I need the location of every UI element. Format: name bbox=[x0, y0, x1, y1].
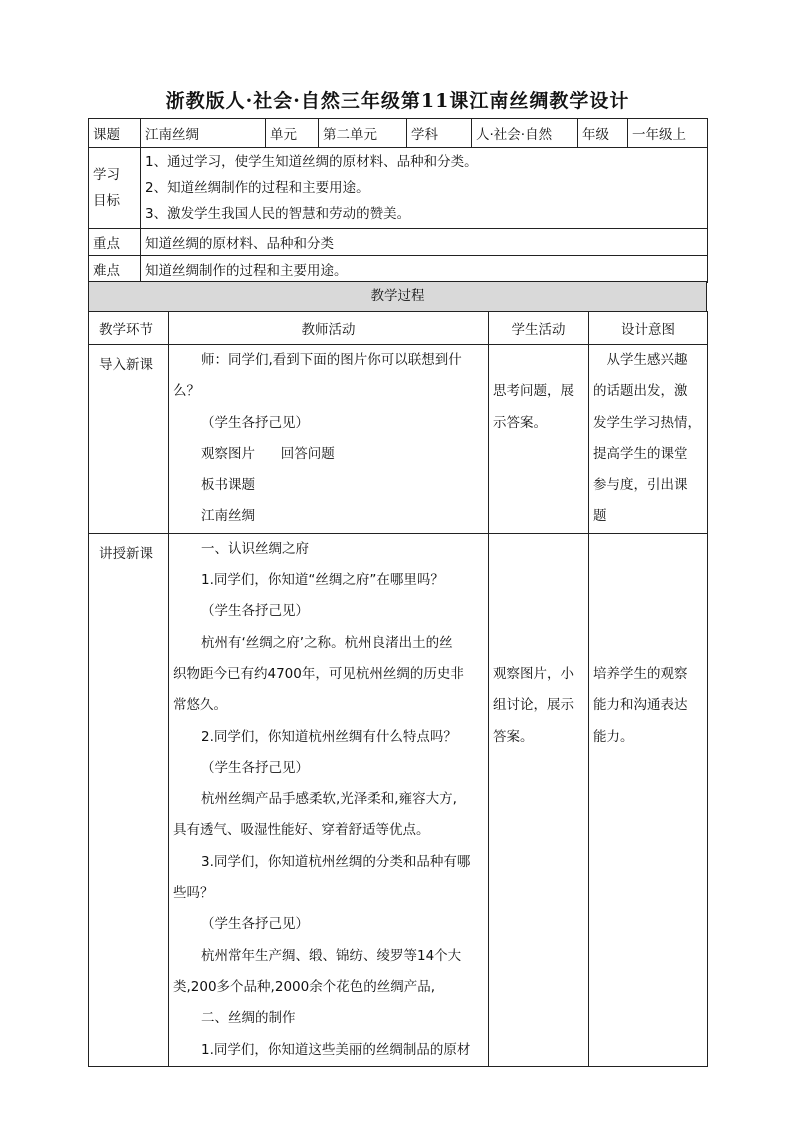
difficulty-text: 知道丝绸制作的过程和主要用途。 bbox=[141, 256, 708, 283]
teacher-line: 3.同学们，你知道杭州丝绸的分类和品种有哪 bbox=[201, 853, 471, 870]
stage-label: 导入新课 bbox=[99, 357, 153, 373]
goal-item: 3、激发学生我国人民的智慧和劳动的赞美。 bbox=[145, 206, 411, 222]
teacher-line: 1.同学们，你知道这些美丽的丝绸制品的原材 bbox=[201, 1041, 471, 1058]
table-row bbox=[89, 533, 708, 1066]
teacher-line: 杭州常年生产绸、缎、锦纺、绫罗等14个大 bbox=[201, 947, 462, 964]
unit-label: 单元 bbox=[266, 119, 319, 148]
intent-line: 的话题出发，激 bbox=[593, 383, 688, 400]
table-row bbox=[89, 345, 708, 534]
teacher-line: 织物距今已有约4700年，可见杭州丝绸的历史非 bbox=[173, 665, 464, 682]
teacher-line: （学生各抒己见） bbox=[201, 414, 309, 431]
student-line bbox=[493, 345, 584, 376]
teacher-line: （学生各抒己见） bbox=[201, 759, 309, 776]
student-line: 示答案。 bbox=[493, 414, 547, 431]
goal-item: 1、通过学习，使学生知道丝绸的原材料、品种和分类。 bbox=[145, 154, 478, 170]
goals-label-line: 学习 bbox=[93, 167, 120, 183]
goals-label bbox=[89, 148, 141, 229]
design-intent-cell bbox=[589, 533, 708, 1066]
topic-value: 江南丝绸 bbox=[141, 119, 266, 148]
teacher-activity-cell bbox=[169, 345, 489, 534]
intent-line: 发学生学习热情， bbox=[593, 414, 701, 431]
key-point-text: 知道丝绸的原材料、品种和分类 bbox=[141, 229, 708, 256]
grade-label: 年级 bbox=[578, 119, 628, 148]
design-intent-cell bbox=[589, 345, 708, 534]
teacher-line: 些吗？ bbox=[173, 885, 214, 902]
teacher-line: 常悠久。 bbox=[173, 697, 227, 714]
teacher-line: 具有透气、吸湿性能好、穿着舒适等优点。 bbox=[173, 822, 430, 839]
intent-line: 提高学生的课堂 bbox=[593, 445, 688, 462]
teacher-line: 师：同学们,看到下面的图片你可以联想到什 bbox=[201, 352, 462, 368]
difficulty-row bbox=[89, 256, 708, 283]
column-header-intent: 设计意图 bbox=[589, 312, 708, 345]
intent-line bbox=[593, 534, 703, 565]
intent-line: 从学生感兴趣 bbox=[593, 352, 688, 368]
teacher-line: （学生各抒己见） bbox=[201, 916, 309, 933]
unit-value: 第二单元 bbox=[319, 119, 407, 148]
teacher-line: 1.同学们，你知道“丝绸之府”在哪里吗？ bbox=[201, 572, 444, 589]
stage-cell bbox=[89, 533, 169, 1066]
column-header-teacher: 教师活动 bbox=[169, 312, 489, 345]
teacher-line: 杭州有‘丝绸之府’之称。杭州良渚出土的丝 bbox=[201, 634, 453, 651]
intent-line: 能力。 bbox=[593, 728, 634, 745]
goals-label-line: 目标 bbox=[93, 193, 120, 209]
lesson-info-row bbox=[89, 119, 708, 148]
student-line: 思考问题，展 bbox=[493, 383, 574, 400]
intent-line: 培养学生的观察 bbox=[593, 665, 688, 682]
difficulty-label: 难点 bbox=[89, 256, 141, 283]
teaching-process-band: 教学过程 bbox=[88, 281, 707, 312]
student-line: 观察图片，小 bbox=[493, 665, 574, 682]
intent-line: 题 bbox=[593, 508, 607, 525]
intent-line: 能力和沟通表达 bbox=[593, 697, 688, 714]
grade-value: 一年级上 bbox=[628, 119, 708, 148]
lesson-info-table bbox=[88, 118, 708, 283]
teacher-line: 江南丝绸 bbox=[201, 508, 255, 525]
stage-label: 讲授新课 bbox=[99, 545, 153, 562]
teacher-line: 二、丝绸的制作 bbox=[201, 1010, 296, 1027]
table-header-row bbox=[89, 312, 708, 345]
student-activity-cell bbox=[489, 533, 589, 1066]
student-line: 组讨论，展示 bbox=[493, 697, 574, 714]
subject-value: 人·社会·自然 bbox=[472, 119, 578, 148]
intent-line bbox=[593, 596, 703, 627]
teacher-line: 2.同学们，你知道杭州丝绸有什么特点吗？ bbox=[201, 728, 457, 745]
key-point-row bbox=[89, 229, 708, 256]
student-line bbox=[493, 534, 584, 565]
key-point-label: 重点 bbox=[89, 229, 141, 256]
intent-line bbox=[593, 565, 703, 596]
teacher-line: 类,200多个品种,2000余个花色的丝绸产品, bbox=[173, 978, 435, 995]
teacher-line: 杭州丝绸产品手感柔软,光泽柔和,雍容大方, bbox=[201, 791, 457, 808]
teaching-process-table bbox=[88, 311, 708, 1067]
teacher-activity-cell bbox=[169, 533, 489, 1066]
goal-item: 2、知道丝绸制作的过程和主要用途。 bbox=[145, 180, 370, 196]
student-line bbox=[493, 596, 584, 627]
student-line bbox=[493, 565, 584, 596]
column-header-student: 学生活动 bbox=[489, 312, 589, 345]
teacher-line: 么？ bbox=[173, 383, 200, 400]
goals-row bbox=[89, 148, 708, 229]
teacher-line: 一、认识丝绸之府 bbox=[201, 540, 309, 557]
teacher-line: 观察图片 回答问题 bbox=[201, 445, 335, 462]
page-title: 浙教版人·社会·自然三年级第11课江南丝绸教学设计 bbox=[165, 90, 630, 112]
column-header-stage: 教学环节 bbox=[89, 312, 169, 345]
teacher-line: （学生各抒己见） bbox=[201, 603, 309, 620]
student-line: 答案。 bbox=[493, 728, 534, 745]
goals-list bbox=[141, 148, 708, 229]
stage-cell bbox=[89, 345, 169, 534]
student-line bbox=[493, 628, 584, 659]
topic-label: 课题 bbox=[89, 119, 141, 148]
intent-line bbox=[593, 628, 703, 659]
teacher-line: 板书课题 bbox=[201, 477, 255, 494]
intent-line: 参与度，引出课 bbox=[593, 477, 688, 494]
student-activity-cell bbox=[489, 345, 589, 534]
subject-label: 学科 bbox=[407, 119, 472, 148]
